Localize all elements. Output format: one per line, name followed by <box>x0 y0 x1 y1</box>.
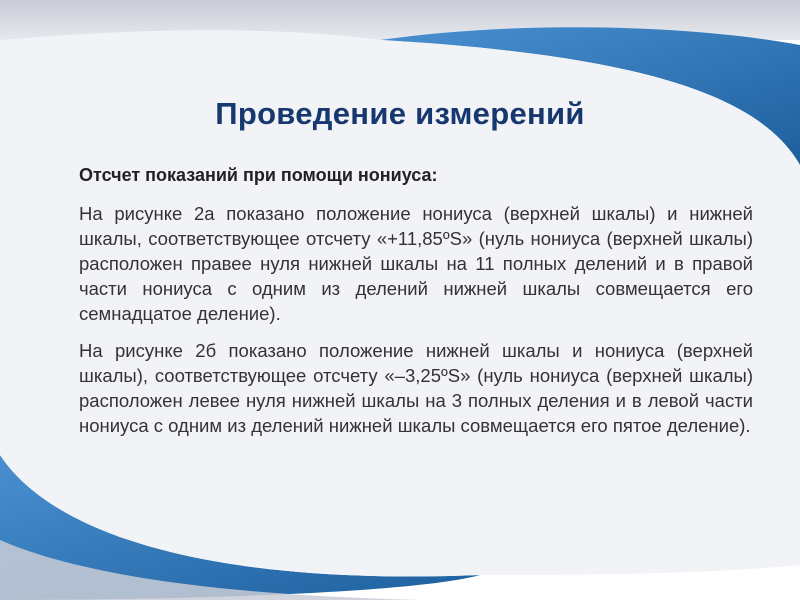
paragraph-figure-2a: На рисунке 2а показано положение нониуса (верхней шкалы) и нижней шкалы, соответствующее отсчету «+11,85ºS» (нуль нониуса (верхней шкалы) расположен правее нуля нижней шкалы на 11 полных делений и в правой части нониуса с одним из делений нижней шкалы совмещается его семнадцатое деление). <box>79 203 753 324</box>
section-subtitle: Отсчет показаний при помощи нониуса: <box>79 165 438 185</box>
slide-content <box>79 163 753 450</box>
paragraph-figure-2b: На рисунке 2б показано положение нижней шкалы и нониуса (верхней шкалы), соответствующее отсчету «–3,25ºS» (нуль нониуса (верхней шкалы) расположен левее нуля нижней шкалы на 3 полных деления и в левой части нониуса с одним из делений нижней шкалы совмещается его пятое деление). <box>79 340 753 436</box>
slide-title: Проведение измерений <box>215 96 585 131</box>
